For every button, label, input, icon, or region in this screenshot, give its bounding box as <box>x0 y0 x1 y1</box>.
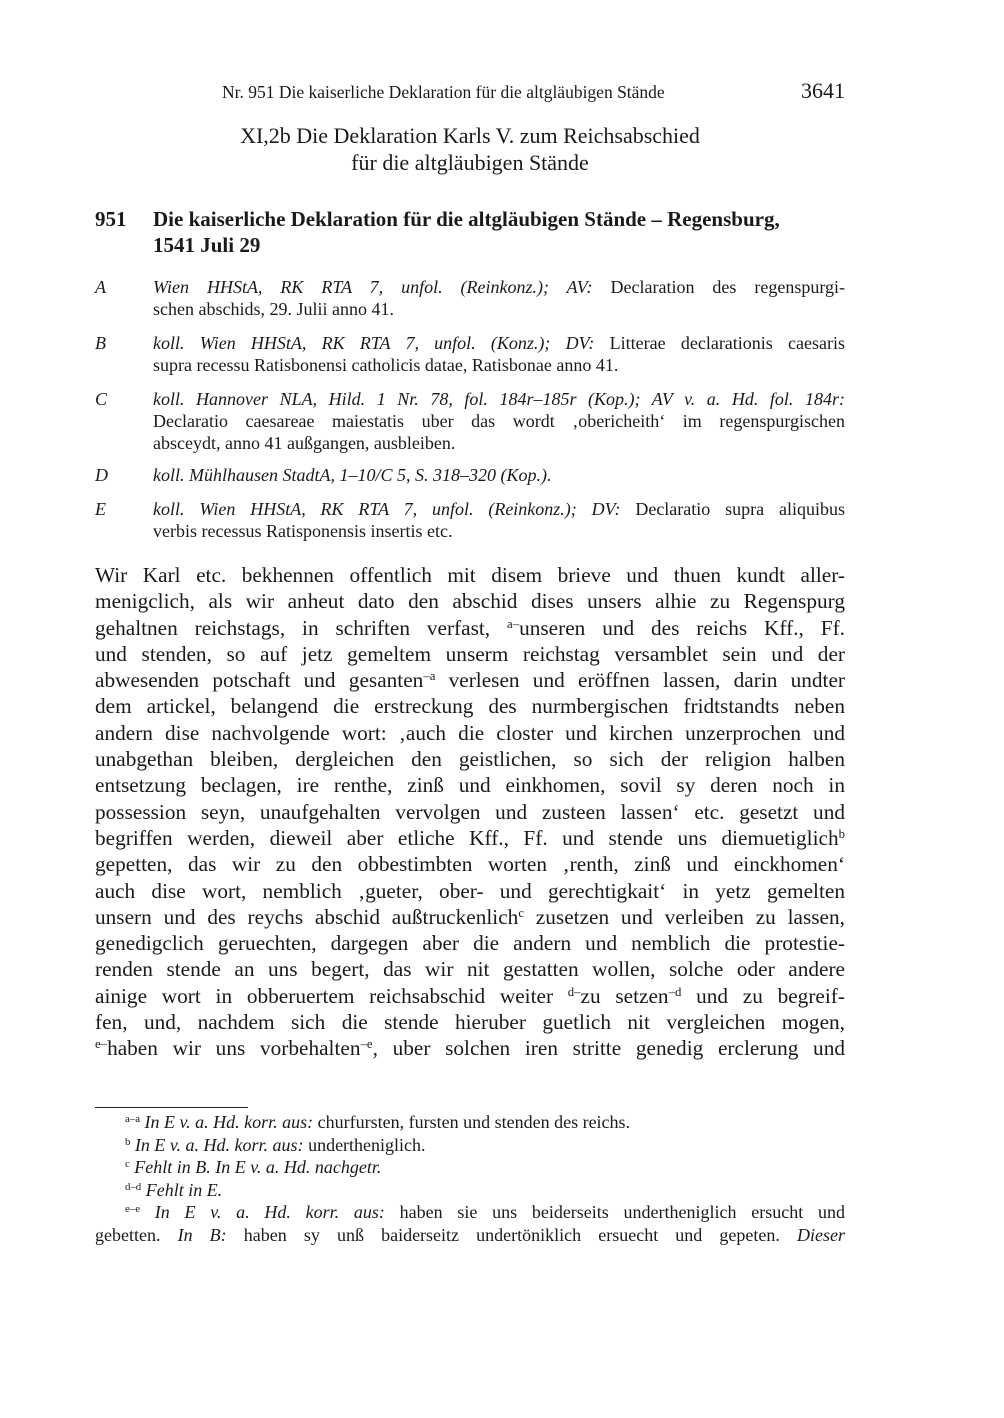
text-segment: dem artickel, belangend die erstreckung des nurmbergischen fridtstandts neben <box>95 694 845 719</box>
text-segment: abwesenden potschaft und gesanten <box>95 668 424 693</box>
footnote-marker: b <box>838 826 845 841</box>
text-line <box>95 772 845 798</box>
source-entry <box>95 332 845 376</box>
page-number: 3641 <box>801 78 845 103</box>
italic-text: koll. Wien HHStA, RK RTA 7, unfol. (Reinkonz.); DV: <box>153 499 621 519</box>
text-segment: haben sy unß baiderseitz undertöniklich ersuecht und gepeten. <box>226 1224 797 1245</box>
text-segment: absceydt, anno 41 außgangen, ausbleiben. <box>153 433 456 453</box>
source-siglum: A <box>95 277 106 297</box>
source-entry <box>95 464 845 486</box>
text-line <box>95 720 845 746</box>
text-line <box>153 410 845 432</box>
italic-text: Fehlt in B. In E v. a. Hd. nachgetr. <box>129 1157 382 1177</box>
text-segment: zusetzen und verleiben zu lassen, <box>524 904 845 929</box>
text-segment: andern dise nachvolgende wort: ‚auch die closter und kirchen unzerprochen und <box>95 720 845 745</box>
italic-text: In E v. a. Hd. korr. aus: <box>139 1112 314 1132</box>
text-segment: , uber solchen iren stritte genedig erclerung und <box>372 1036 845 1061</box>
main-text <box>95 562 845 1062</box>
text-line <box>95 588 845 614</box>
footnote-marker: e– <box>95 1037 108 1052</box>
text-segment: ainige wort in obberuertem reichsabschid weiter <box>95 983 568 1008</box>
text-segment: Declaratio supra aliquibus <box>620 499 845 519</box>
footnote-marker: e–e <box>125 1203 140 1216</box>
text-line <box>95 641 845 667</box>
text-line <box>153 520 845 542</box>
italic-text: In E v. a. Hd. korr. aus: <box>130 1134 304 1155</box>
source-entry <box>95 388 845 454</box>
text-segment: begriffen werden, dieweil aber etliche Kff., Ff. und stende uns diemuetiglich <box>95 825 839 850</box>
text-line <box>95 956 845 982</box>
text-segment: renden stende an uns begert, das wir nit gestatten wollen, solche oder andere <box>95 957 845 982</box>
text-line <box>95 878 845 904</box>
text-line <box>95 1201 845 1224</box>
text-line <box>95 1111 845 1134</box>
text-line <box>95 904 845 930</box>
document-title-line: Die kaiserliche Deklaration für die altgläubigen Stände – Regensburg, <box>153 207 780 231</box>
footnote-marker: a– <box>507 616 520 631</box>
document-title-line: 1541 Juli 29 <box>153 233 261 257</box>
footnote-marker: d–d <box>125 1180 142 1193</box>
text-segment: gepetten, das wir zu den obbestimbten worten ‚renth, zinß und einckhomen‘ <box>95 852 845 877</box>
text-segment: Declaration des regenspurgi- <box>592 277 845 297</box>
text-segment: unsern und des reychs abschid außtruckenlich <box>95 904 519 929</box>
footnote-marker: d– <box>567 984 581 999</box>
footnote-rule <box>95 1107 248 1108</box>
footnotes <box>95 1111 845 1246</box>
italic-text: koll. Hannover NLA, Hild. 1 Nr. 78, fol. 184r–185r (Kop.); AV v. a. Hd. fol. 184r: <box>153 389 845 409</box>
source-entry <box>95 276 845 320</box>
text-line <box>95 1009 845 1035</box>
text-segment: und stenden, so auf jetz gemeltem unserm reichstag versamblet sein und der <box>95 641 845 666</box>
text-segment: zu setzen <box>580 983 669 1008</box>
italic-text: koll. Mühlhausen StadtA, 1–10/C 5, S. 318–320 (Kop.). <box>153 465 552 485</box>
text-segment: und zu begreif- <box>681 983 845 1008</box>
text-segment: gehaltnen reichstags, in schriften verfast, <box>95 615 508 640</box>
source-description <box>153 332 845 376</box>
text-line <box>153 464 845 486</box>
source-siglum: B <box>95 333 106 353</box>
section-heading-line: für die altgläubigen Stände <box>351 150 589 175</box>
text-segment: auch dise wort, nemblich ‚gueter, ober- und gerechtigkait‘ in yetz gemelten <box>95 878 845 903</box>
source-description <box>153 464 845 486</box>
italic-text: In B: <box>177 1224 227 1245</box>
text-line <box>95 746 845 772</box>
text-segment: verlesen und eröffnen lassen, darin undter <box>435 668 845 693</box>
italic-text: Dieser <box>797 1224 845 1245</box>
text-segment: verbis recessus Ratisponensis insertis etc. <box>153 521 453 541</box>
text-segment: fen, und, nachdem sich die stende hieruber guetlich nit vergleichen mogen, <box>95 1010 845 1035</box>
text-line <box>95 1035 845 1061</box>
text-line <box>153 354 845 376</box>
text-segment: possession seyn, unaufgehalten vervolgen und zusteen lassen‘ etc. gesetzt und <box>95 799 845 824</box>
footnote-marker: –a <box>423 669 436 684</box>
text-line <box>153 388 845 410</box>
text-line <box>95 930 845 956</box>
source-siglum: D <box>95 465 108 485</box>
text-segment: schen abschids, 29. Julii anno 41. <box>153 299 394 319</box>
source-siglum: E <box>95 499 106 519</box>
text-line <box>95 667 845 693</box>
text-line <box>153 432 845 454</box>
section-heading-line: XI,2b Die Deklaration Karls V. zum Reichsabschied <box>240 123 700 148</box>
document-title <box>95 206 845 258</box>
text-segment: undertheniglich. <box>303 1134 426 1155</box>
footnote-marker: a–a <box>125 1113 140 1126</box>
source-entry <box>95 498 845 542</box>
footnote-marker: –e <box>360 1037 373 1052</box>
text-segment: genedigclich geruechten, dargegen aber die andern und nemblich die protestie- <box>95 931 845 956</box>
section-heading <box>140 122 800 176</box>
source-description <box>153 388 845 454</box>
italic-text: Wien HHStA, RK RTA 7, unfol. (Reinkonz.); AV: <box>153 277 593 297</box>
text-segment: haben wir uns vorbehalten <box>107 1036 361 1061</box>
text-line <box>95 562 845 588</box>
footnote-marker: b <box>125 1135 131 1148</box>
text-line <box>153 498 845 520</box>
text-line <box>153 298 845 320</box>
text-line <box>95 1156 845 1179</box>
text-segment: churfursten, fursten und stenden des reichs. <box>313 1112 631 1132</box>
text-line <box>95 693 845 719</box>
italic-text: Fehlt in E. <box>141 1179 223 1200</box>
source-description <box>153 276 845 320</box>
source-description <box>153 498 845 542</box>
footnote-marker: c <box>125 1158 130 1171</box>
text-line <box>153 332 845 354</box>
text-line <box>95 983 845 1009</box>
footnote-marker: c <box>518 905 524 920</box>
text-segment: Declaratio caesareae maiestatis uber das wordt ‚obericheith‘ im regenspurgischen <box>153 411 845 431</box>
footnote-marker: –d <box>668 984 682 999</box>
source-siglum: C <box>95 389 108 409</box>
document-number: 951 <box>95 207 127 231</box>
running-title: Nr. 951 Die kaiserliche Deklaration für die altgläubigen Stände <box>222 82 665 102</box>
text-segment: entsetzung beclagen, ire renthe, zinß und einkhomen, sovil sy deren noch in <box>95 773 845 798</box>
text-line <box>153 276 845 298</box>
text-segment: unabgethan bleiben, dergleichen den geistlichen, so sich der religion halben <box>95 747 845 772</box>
text-segment: menigclich, als wir anheut dato den abschid dises unsers alhie zu Regenspurg <box>95 589 845 614</box>
text-line <box>95 1134 845 1157</box>
italic-text: In E v. a. Hd. korr. aus: <box>139 1202 385 1222</box>
text-segment: unseren und des reichs Kff., Ff. <box>519 615 846 640</box>
text-line <box>95 799 845 825</box>
text-segment: Litterae declarationis caesaris <box>594 333 845 353</box>
text-line <box>95 1224 845 1247</box>
text-line <box>95 615 845 641</box>
text-segment: haben sie uns beiderseits undertheniglich ersucht und <box>384 1202 845 1222</box>
italic-text: koll. Wien HHStA, RK RTA 7, unfol. (Konz.); DV: <box>153 333 595 353</box>
text-line <box>95 851 845 877</box>
text-line <box>95 1179 845 1202</box>
text-segment: gebetten. <box>95 1224 178 1245</box>
text-line <box>95 825 845 851</box>
text-segment: supra recessu Ratisbonensi catholicis datae, Ratisbonae anno 41. <box>153 355 619 375</box>
text-segment: Wir Karl etc. bekhennen offentlich mit disem brieve und thuen kundt aller- <box>95 563 845 587</box>
